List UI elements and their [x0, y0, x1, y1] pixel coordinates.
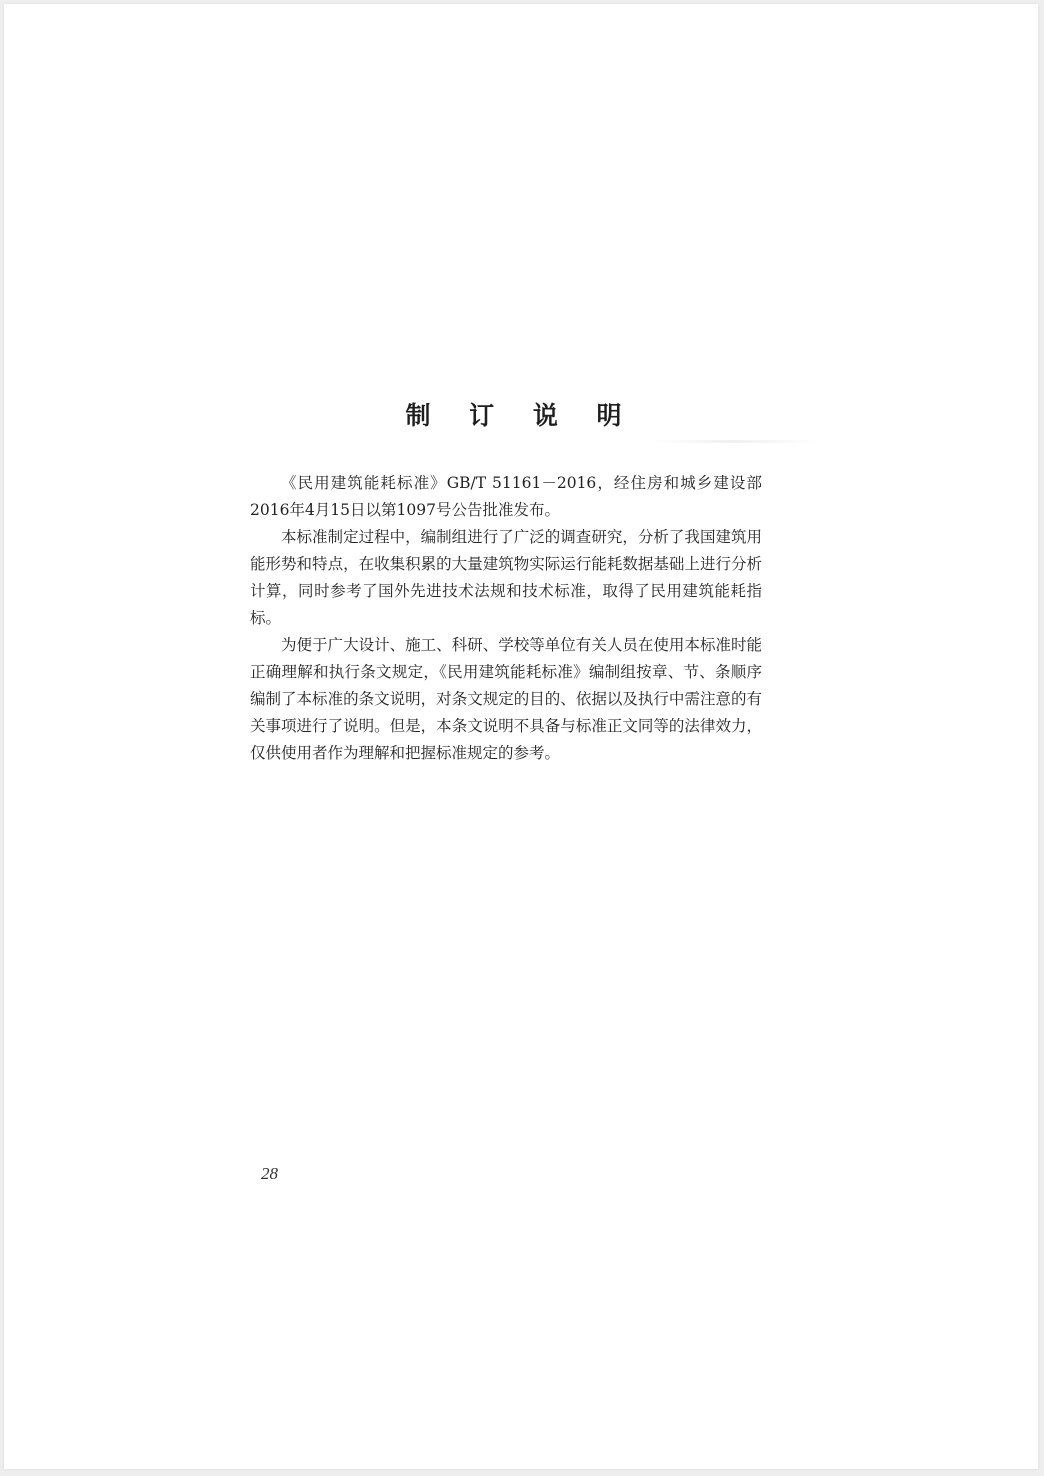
document-page [4, 4, 1038, 1469]
paragraph-1: 《民用建筑能耗标准》GB/T 51161－2016，经住房和城乡建设部2016年4月15日以第1097号公告批准发布。 [250, 474, 762, 519]
paragraph-2: 本标准制定过程中，编制组进行了广泛的调查研究，分析了我国建筑用能形势和特点，在收集积累的大量建筑物实际运行能耗数据基础上进行分析计算，同时参考了国外先进技术法规和技术标准，取得了民用建筑能耗指标。 [250, 528, 762, 627]
scan-smudge [650, 440, 818, 443]
body-text [250, 470, 762, 767]
paragraph-3: 为便于广大设计、施工、科研、学校等单位有关人员在使用本标准时能正确理解和执行条文规定，《民用建筑能耗标准》编制组按章、节、条顺序编制了本标准的条文说明，对条文规定的目的、依据以及执行中需注意的有关事项进行了说明。但是，本条文说明不具备与标准正文同等的法律效力，仅供使用者作为理解和把握标准规定的参考。 [250, 636, 762, 762]
page-title: 制 订 说 明 [405, 401, 637, 430]
page-number: 28 [261, 1164, 278, 1183]
